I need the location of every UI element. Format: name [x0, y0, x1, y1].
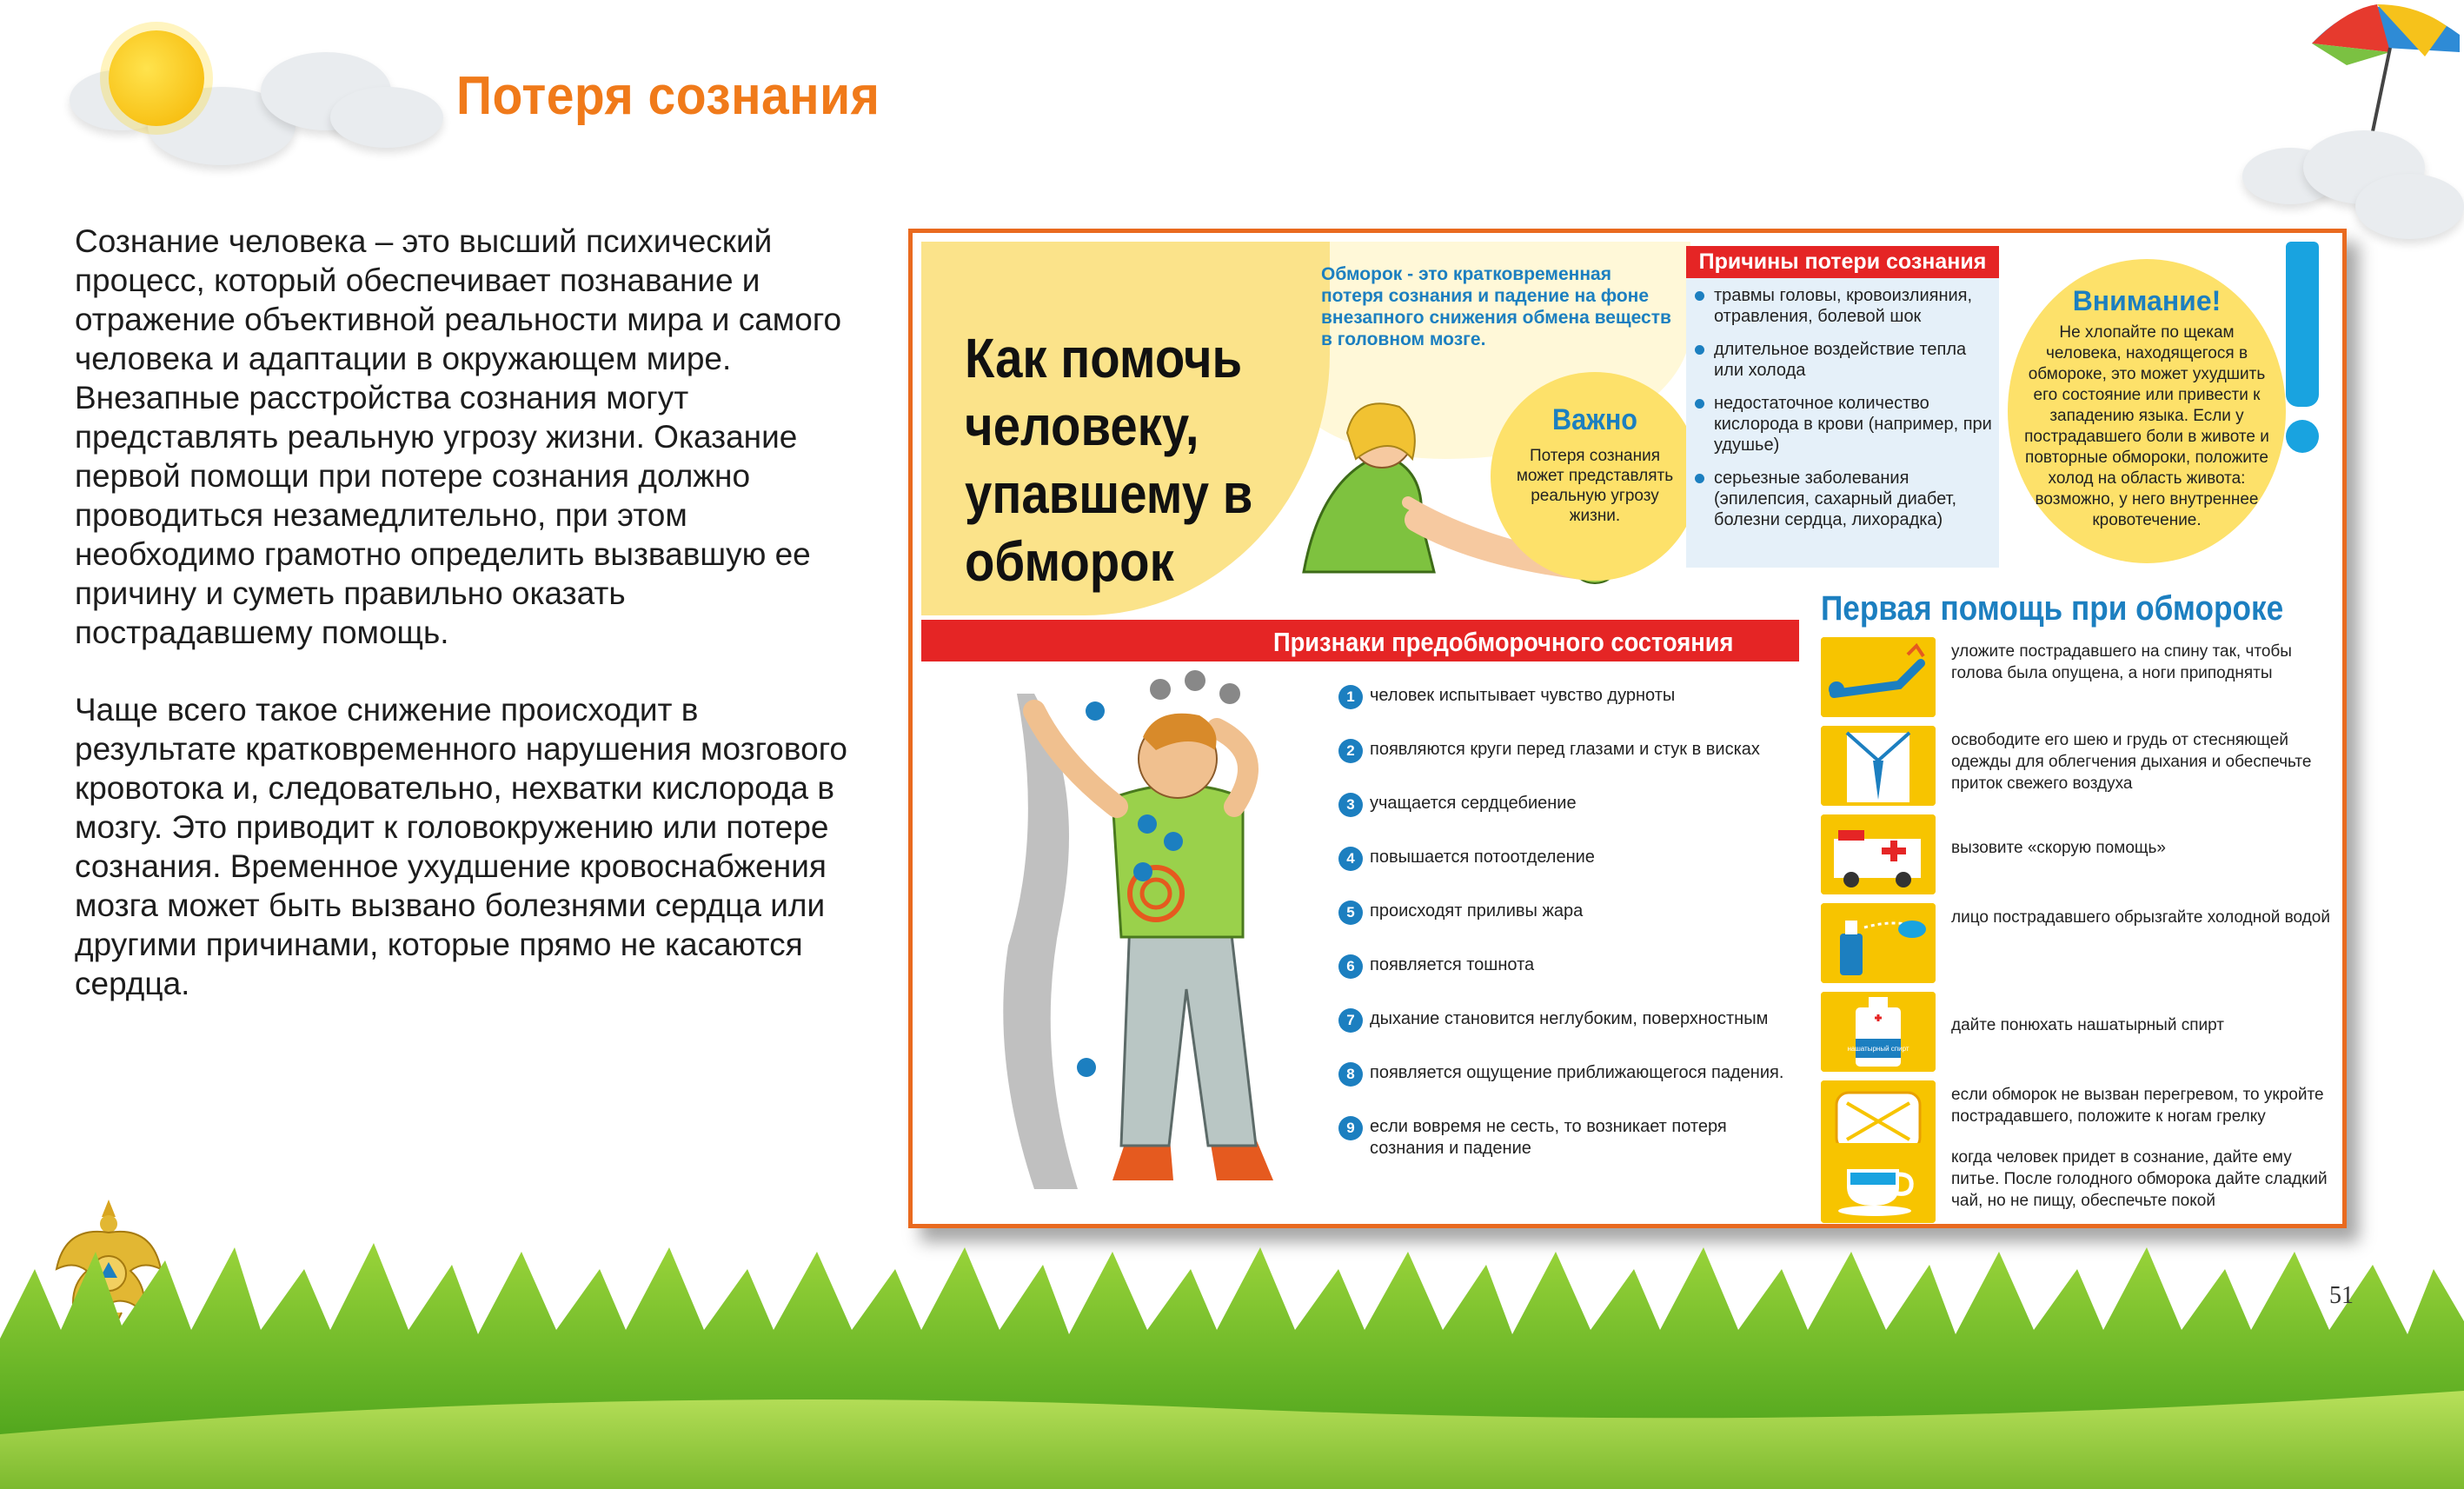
first-aid-text: когда человек придет в сознание, дайте ему питье. После голодного обморока дайте сладкий чай, но не пищу, обеспечьте покой: [1951, 1148, 2328, 1210]
page-title: Потеря сознания: [456, 66, 880, 126]
sign-item: [1338, 685, 1825, 707]
ambulance-icon: [1821, 814, 1936, 894]
sign-item: [1338, 954, 1825, 976]
first-aid-poster: [908, 229, 2347, 1228]
sign-number: 9: [1338, 1116, 1363, 1140]
first-aid-item: [1821, 903, 2342, 988]
first-aid-text: освободите его шею и грудь от стесняющей одежды для облегчения дыхания и обеспечьте приток свежего воздуха: [1951, 731, 2312, 793]
sign-number: 6: [1338, 954, 1363, 979]
poster-title: Как помочь человеку, упавшему в обморок: [965, 327, 1253, 593]
sign-number: 2: [1338, 739, 1363, 763]
grass-decoration: [0, 1234, 2464, 1489]
sign-item: [1338, 847, 1825, 868]
intro-paragraph-1: Сознание человека – это высший психический процесс, который обеспечивает познавание и отражение объективной реальности мира и самого человека и адаптации в окружающем мире. Внезапные расстройства сознания могут представлять реальную угрозу жизни. Оказание первой помощи при потере сознания должно проводиться незамедлительно, при этом необходимо грамотно определить вызвавшую ее причину и суметь правильно оказать пострадавшему помощь.: [75, 223, 842, 650]
sign-number: 4: [1338, 847, 1363, 871]
sign-text: появляются круги перед глазами и стук в висках: [1370, 740, 1760, 759]
sign-text: повышается потоотделение: [1370, 848, 1595, 867]
first-aid-heading: Первая помощь при обмороке: [1821, 589, 2284, 628]
attention-note: [2008, 259, 2286, 563]
sign-text: если вовремя не сесть, то возникает потеря сознания и падение: [1370, 1117, 1727, 1158]
exclamation-icon: [2281, 242, 2327, 476]
sign-text: появляется тошнота: [1370, 955, 1535, 974]
page-number: 51: [2329, 1282, 2354, 1309]
sign-item: [1338, 1062, 1825, 1084]
sign-text: учащается сердцебиение: [1370, 794, 1577, 813]
sun-icon: [109, 30, 204, 126]
important-note: [1491, 372, 1699, 581]
shirt-collar-icon: [1821, 726, 1936, 806]
ammonia-bottle-icon: [1821, 992, 1936, 1072]
sign-number: 7: [1338, 1008, 1363, 1033]
sign-item: [1338, 901, 1825, 922]
cause-item: травмы головы, кровоизлияния, отравления, болевой шок: [1714, 285, 1992, 327]
sign-number: 8: [1338, 1062, 1363, 1087]
lying-person-icon: [1821, 637, 1936, 717]
cause-item: серьезные заболевания (эпилепсия, сахарный диабет, болезни сердца, лихорадка): [1714, 468, 1992, 530]
sign-number: 5: [1338, 901, 1363, 925]
cause-item: длительное воздействие тепла или холода: [1714, 339, 1992, 381]
sign-text: человек испытывает чувство дурноты: [1370, 686, 1676, 705]
sun-clouds-decoration: [52, 17, 435, 174]
sign-item: [1338, 739, 1825, 761]
first-aid-item: [1821, 814, 2342, 900]
first-aid-item: [1821, 1143, 2342, 1213]
intro-paragraph-2: Чаще всего такое снижение происходит в результате кратковременного нарушения мозгового кровотока и, следовательно, нехватки кислорода в мозгу. Это приводит к головокружению или потере сознания. Временное ухудшение кровоснабжения мозга может быть вызвано болезнями сердца или другими причинами, которые прямо не касаются сердца.: [75, 692, 847, 1001]
important-text: Потеря сознания может представлять реальную угрозу жизни.: [1516, 447, 1674, 525]
first-aid-item: [1821, 637, 2342, 722]
first-aid-text: дайте понюхать нашатырный спирт: [1951, 1016, 2224, 1034]
sign-text: дыхание становится неглубоким, поверхностным: [1370, 1009, 1769, 1028]
sign-number: 3: [1338, 793, 1363, 817]
intro-text: [75, 222, 848, 1041]
causes-panel: [1686, 246, 1999, 568]
sign-number: 1: [1338, 685, 1363, 709]
attention-heading: Внимание!: [2072, 285, 2222, 316]
attention-text: Не хлопайте по щекам человека, находящегося в обмороке, это может ухудшить его состояние или привести к западению языка. Если у пострадавшего боли в животе и повторные обмороки, положите холод на область живота: возможно, у него внутреннее кровотечение.: [2024, 323, 2269, 529]
sign-item: [1338, 1008, 1825, 1030]
bottle-label: нашатырный спирт: [1847, 1045, 1909, 1053]
clouds-right-decoration: [2242, 130, 2464, 243]
first-aid-item: [1821, 726, 2342, 811]
tea-cup-icon: [1821, 1143, 1936, 1223]
causes-list: [1686, 285, 1999, 530]
signs-heading: Признаки предобморочного состояния: [1273, 627, 1734, 657]
first-aid-text: уложите пострадавшего на спину так, чтобы голова была опущена, а ноги приподняты: [1951, 642, 2292, 682]
first-aid-text: лицо пострадавшего обрызгайте холодной водой: [1951, 908, 2330, 927]
important-heading: Важно: [1552, 403, 1637, 436]
faint-definition: Обморок - это кратковременная потеря сознания и падение на фоне внезапного снижения обмена веществ в головном мозге.: [1321, 264, 1671, 349]
dizzy-man-illustration: [982, 659, 1382, 1198]
sign-item: [1338, 1116, 1773, 1160]
first-aid-text: если обморок не вызван перегревом, то укройте пострадавшего, положите к ногам грелку: [1951, 1086, 2324, 1126]
spray-bottle-icon: [1821, 903, 1936, 983]
sign-text: происходят приливы жара: [1370, 901, 1584, 921]
causes-heading: Причины потери сознания: [1686, 246, 1999, 278]
sign-item: [1338, 793, 1825, 814]
cause-item: недостаточное количество кислорода в крови (например, при удушье): [1714, 394, 1992, 455]
first-aid-text: вызовите «скорую помощь»: [1951, 839, 2166, 857]
sign-text: появляется ощущение приближающегося падения.: [1370, 1063, 1784, 1082]
first-aid-item: [1821, 992, 2342, 1077]
